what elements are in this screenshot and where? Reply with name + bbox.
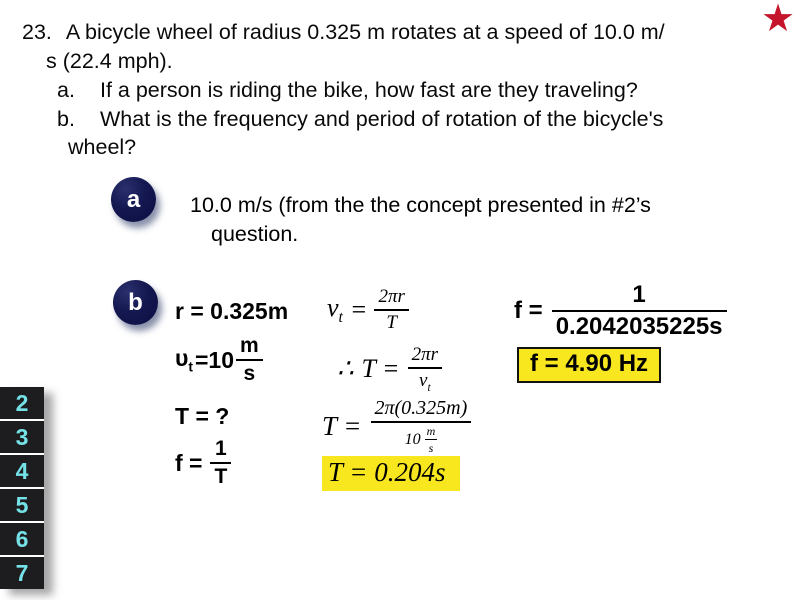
slide-tab-5[interactable]: 5: [0, 487, 44, 521]
answer-b-badge: b: [113, 280, 158, 325]
fraction-denominator: s: [428, 441, 434, 455]
equals-sign: =: [349, 295, 368, 324]
answer-a-badge: a: [111, 177, 156, 222]
question-line-2: s (22.4 mph).: [46, 49, 173, 73]
upsilon: υ: [175, 345, 189, 372]
slide-tab-2[interactable]: 2: [0, 387, 44, 419]
question-line-1: [22, 20, 665, 45]
vt-symbol: [327, 293, 343, 327]
subscript-t: t: [427, 381, 431, 394]
part-a-text: If a person is riding the bike, how fast are they traveling?: [100, 78, 638, 102]
frequency-formula: [175, 437, 231, 489]
m-per-s-small-fraction: [425, 424, 438, 456]
fraction-numerator: 2π(0.325m): [371, 397, 472, 423]
slide-tab-4[interactable]: 4: [0, 453, 44, 487]
slide-tab-6[interactable]: 6: [0, 521, 44, 555]
part-b-text-1: What is the frequency and period of rotation of the bicycle's: [100, 107, 664, 131]
period-answer-highlight: T = 0.204s: [322, 456, 460, 491]
velocity-value: =10: [195, 346, 235, 373]
two-pi-r-over-vt-fraction: [408, 344, 442, 394]
question-number: 23.: [22, 20, 52, 44]
T-equals: T =: [361, 353, 400, 383]
one-over-T-fraction: [210, 437, 231, 489]
fraction-numerator: 1: [552, 281, 727, 312]
fraction-numerator: 2πr: [408, 344, 442, 369]
frequency-substituted: [514, 281, 727, 341]
given-period-unknown: T = ?: [175, 403, 230, 429]
part-b-label: b.: [57, 107, 75, 131]
part-b-text-2: wheel?: [68, 135, 137, 159]
one-over-period-fraction: [552, 281, 727, 341]
substituted-fraction: [371, 397, 472, 456]
subscript-t: t: [338, 309, 343, 327]
equation-vt: [327, 286, 409, 334]
two-pi-r-over-T-fraction: [374, 286, 408, 334]
v-letter: v: [419, 370, 428, 391]
fraction-denominator: 0.2042035225s: [555, 313, 723, 340]
fraction-denominator: [408, 369, 442, 394]
T-equals: T =: [322, 411, 362, 441]
fraction-denominator: s: [243, 362, 256, 385]
fraction-denominator: T: [214, 465, 228, 488]
frequency-answer-box: f = 4.90 Hz: [517, 347, 661, 383]
velocity-symbol: [175, 345, 193, 375]
fraction-numerator: 1: [210, 437, 231, 464]
slide-tab-7[interactable]: 7: [0, 555, 44, 589]
given-radius: r = 0.325m: [175, 298, 289, 324]
f-equals: f =: [514, 297, 543, 324]
question-part-a: [57, 78, 638, 103]
v-letter: v: [327, 292, 339, 322]
fraction-denominator: [371, 423, 472, 456]
fraction-numerator: 2πr: [374, 286, 408, 311]
fraction-numerator: m: [426, 424, 436, 438]
fraction-numerator: m: [236, 334, 263, 361]
given-velocity: [175, 334, 263, 386]
fraction-denominator: T: [386, 312, 397, 333]
part-a-label: a.: [57, 78, 75, 102]
therefore-symbol: ∴: [337, 353, 354, 383]
star-icon: ★: [761, 0, 796, 40]
slide-nav-tabs: [0, 387, 44, 589]
denominator-coefficient: 10: [404, 431, 421, 448]
slide-tab-3[interactable]: 3: [0, 419, 44, 453]
answer-a-line-2: question.: [211, 222, 299, 246]
question-part-b: [57, 107, 663, 132]
equation-therefore-T: [337, 344, 442, 394]
formula-lhs: f =: [175, 449, 203, 476]
subscript-t: t: [188, 359, 193, 375]
equation-T-substituted: [322, 397, 471, 456]
answer-a-line-1: 10.0 m/s (from the the concept presented in #2’s: [190, 193, 651, 217]
meters-per-second-fraction: [236, 334, 263, 386]
question-text-1: A bicycle wheel of radius 0.325 m rotates at a speed of 10.0 m/: [65, 20, 665, 44]
